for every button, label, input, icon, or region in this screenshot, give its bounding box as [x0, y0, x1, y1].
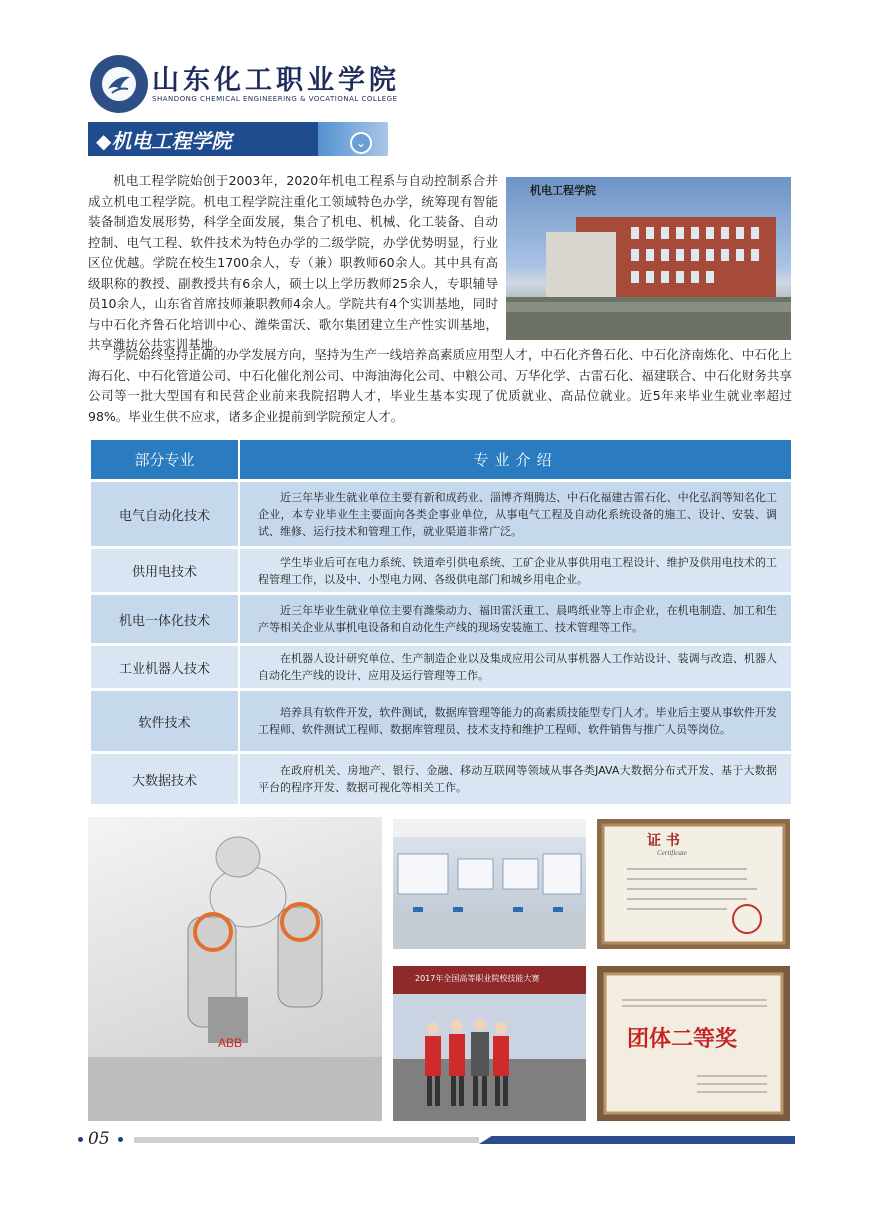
footer-dot	[118, 1137, 123, 1142]
major-name: 大数据技术	[91, 754, 240, 804]
major-name: 供用电技术	[91, 549, 240, 592]
award-plaque-photo	[597, 966, 790, 1121]
header-intro: 专业介绍	[240, 440, 791, 479]
building-photo-caption: 机电工程学院	[530, 184, 596, 197]
college-name-cn: 山东化工职业学院	[152, 65, 400, 96]
major-desc: 近三年毕业生就业单位主要有新和成药业、淄博齐翔腾达、中石化福建古雷石化、中化弘润等知名化工企业，本专业毕业生主要面向各类企事业单位，从事电气工程及自动化系统设备的施工、设计、安装、调试、维修、运行技术和管理工作，就业渠道非常广泛。	[240, 482, 791, 546]
certificate-photo	[597, 819, 790, 949]
footer-bar-blue	[479, 1136, 795, 1144]
major-desc: 在机器人设计研究单位、生产制造企业以及集成应用公司从事机器人工作站设计、装调与改造、机器人自动化生产线的设计、应用及运行管理等工作。	[240, 646, 791, 688]
award-text: 团体二等奖	[627, 1027, 738, 1052]
major-desc: 培养具有软件开发，软件测试，数据库管理等能力的高素质技能型专门人才。毕业后主要从事软件开发工程师、软件测试工程师、数据库管理员、技术支持和维护工程师、软件销售与推广人员等岗位。	[240, 691, 791, 751]
table-row	[91, 691, 791, 751]
major-desc: 学生毕业后可在电力系统、铁道牵引供电系统、工矿企业从事供用电工程设计、维护及供用电技术的工程管理工作，以及中、小型电力网、各级供电部门和城乡用电企业。	[240, 549, 791, 592]
competition-banner-text: 2017年全国高等职业院校技能大赛	[415, 974, 540, 983]
training-lab-photo	[393, 819, 586, 949]
logo-bird-icon	[102, 67, 136, 101]
intro-paragraph-2: 学院始终坚持正确的办学发展方向，坚持为生产一线培养高素质应用型人才，中石化齐鲁石化、中石化济南炼化、中石化上海石化、中石化管道公司、中石化催化剂公司、中海油海化公司、中粮公司、万华化学、古雷石化、福建联合、中石化财务共享公司等一批大型国有和民营企业前来我院招聘人才，毕业生基本实现了优质就业、高品位就业。近5年来毕业生就业率超过98%。毕业生供不应求，诸多企业提前到学院预定人才。	[88, 347, 792, 424]
robot-photo	[88, 817, 382, 1121]
robot-brand: ABB	[218, 1036, 243, 1050]
table-header-row	[91, 440, 791, 479]
table-row	[91, 754, 791, 804]
table-row	[91, 549, 791, 592]
major-name: 电气自动化技术	[91, 482, 240, 546]
table-row	[91, 595, 791, 643]
certificate-title: 证 书	[647, 833, 680, 849]
major-name: 工业机器人技术	[91, 646, 240, 688]
competition-team-photo	[393, 966, 586, 1121]
college-name-en: SHANDONG CHEMICAL ENGINEERING & VOCATIONAL COLLEGE	[152, 95, 398, 103]
major-name: 机电一体化技术	[91, 595, 240, 643]
table-row	[91, 482, 791, 546]
major-desc: 在政府机关、房地产、银行、金融、移动互联网等领域从事各类JAVA大数据分布式开发、基于大数据平台的程序开发、数据可视化等相关工作。	[240, 754, 791, 804]
certificate-subtitle: Certificate	[657, 849, 687, 857]
header-major: 部分专业	[91, 440, 240, 479]
intro-paragraph-1: 机电工程学院始创于2003年，2020年机电工程系与自动控制系合并成立机电工程学院。机电工程学院注重化工领域特色办学，统筹现有智能装备制造发展形势，科学全面发展，集合了机电、机械、化工装备、自动控制、电气工程、软件技术为特色办学的二级学院，办学优势明显，行业区位优越。学院在校生1700余人，专（兼）职教师60余人。其中具有高级职称的教授、副教授共有6余人，硕士以上学历教师25余人，专职辅导员10余人，山东省首席技师兼职教师4余人。学院共有4个实训基地，同时与中石化齐鲁石化培训中心、潍柴雷沃、歌尔集团建立生产性实训基地，共享潍坊公共实训基地。	[88, 173, 498, 352]
major-name: 软件技术	[91, 691, 240, 751]
footer-dot	[78, 1137, 83, 1142]
building-photo	[506, 177, 791, 340]
majors-table	[91, 437, 791, 807]
major-desc: 近三年毕业生就业单位主要有潍柴动力、福田雷沃重工、晨鸣纸业等上市企业，在机电制造、加工和生产等相关企业从事机电设备和自动化生产线的现场安装施工、技术管理等工作。	[240, 595, 791, 643]
table-row	[91, 646, 791, 688]
section-title: ◆机电工程学院	[96, 129, 232, 153]
page-number: 05	[88, 1129, 110, 1149]
footer-bar-grey	[134, 1137, 479, 1143]
chevron-down-icon[interactable]: ⌄	[350, 132, 372, 154]
